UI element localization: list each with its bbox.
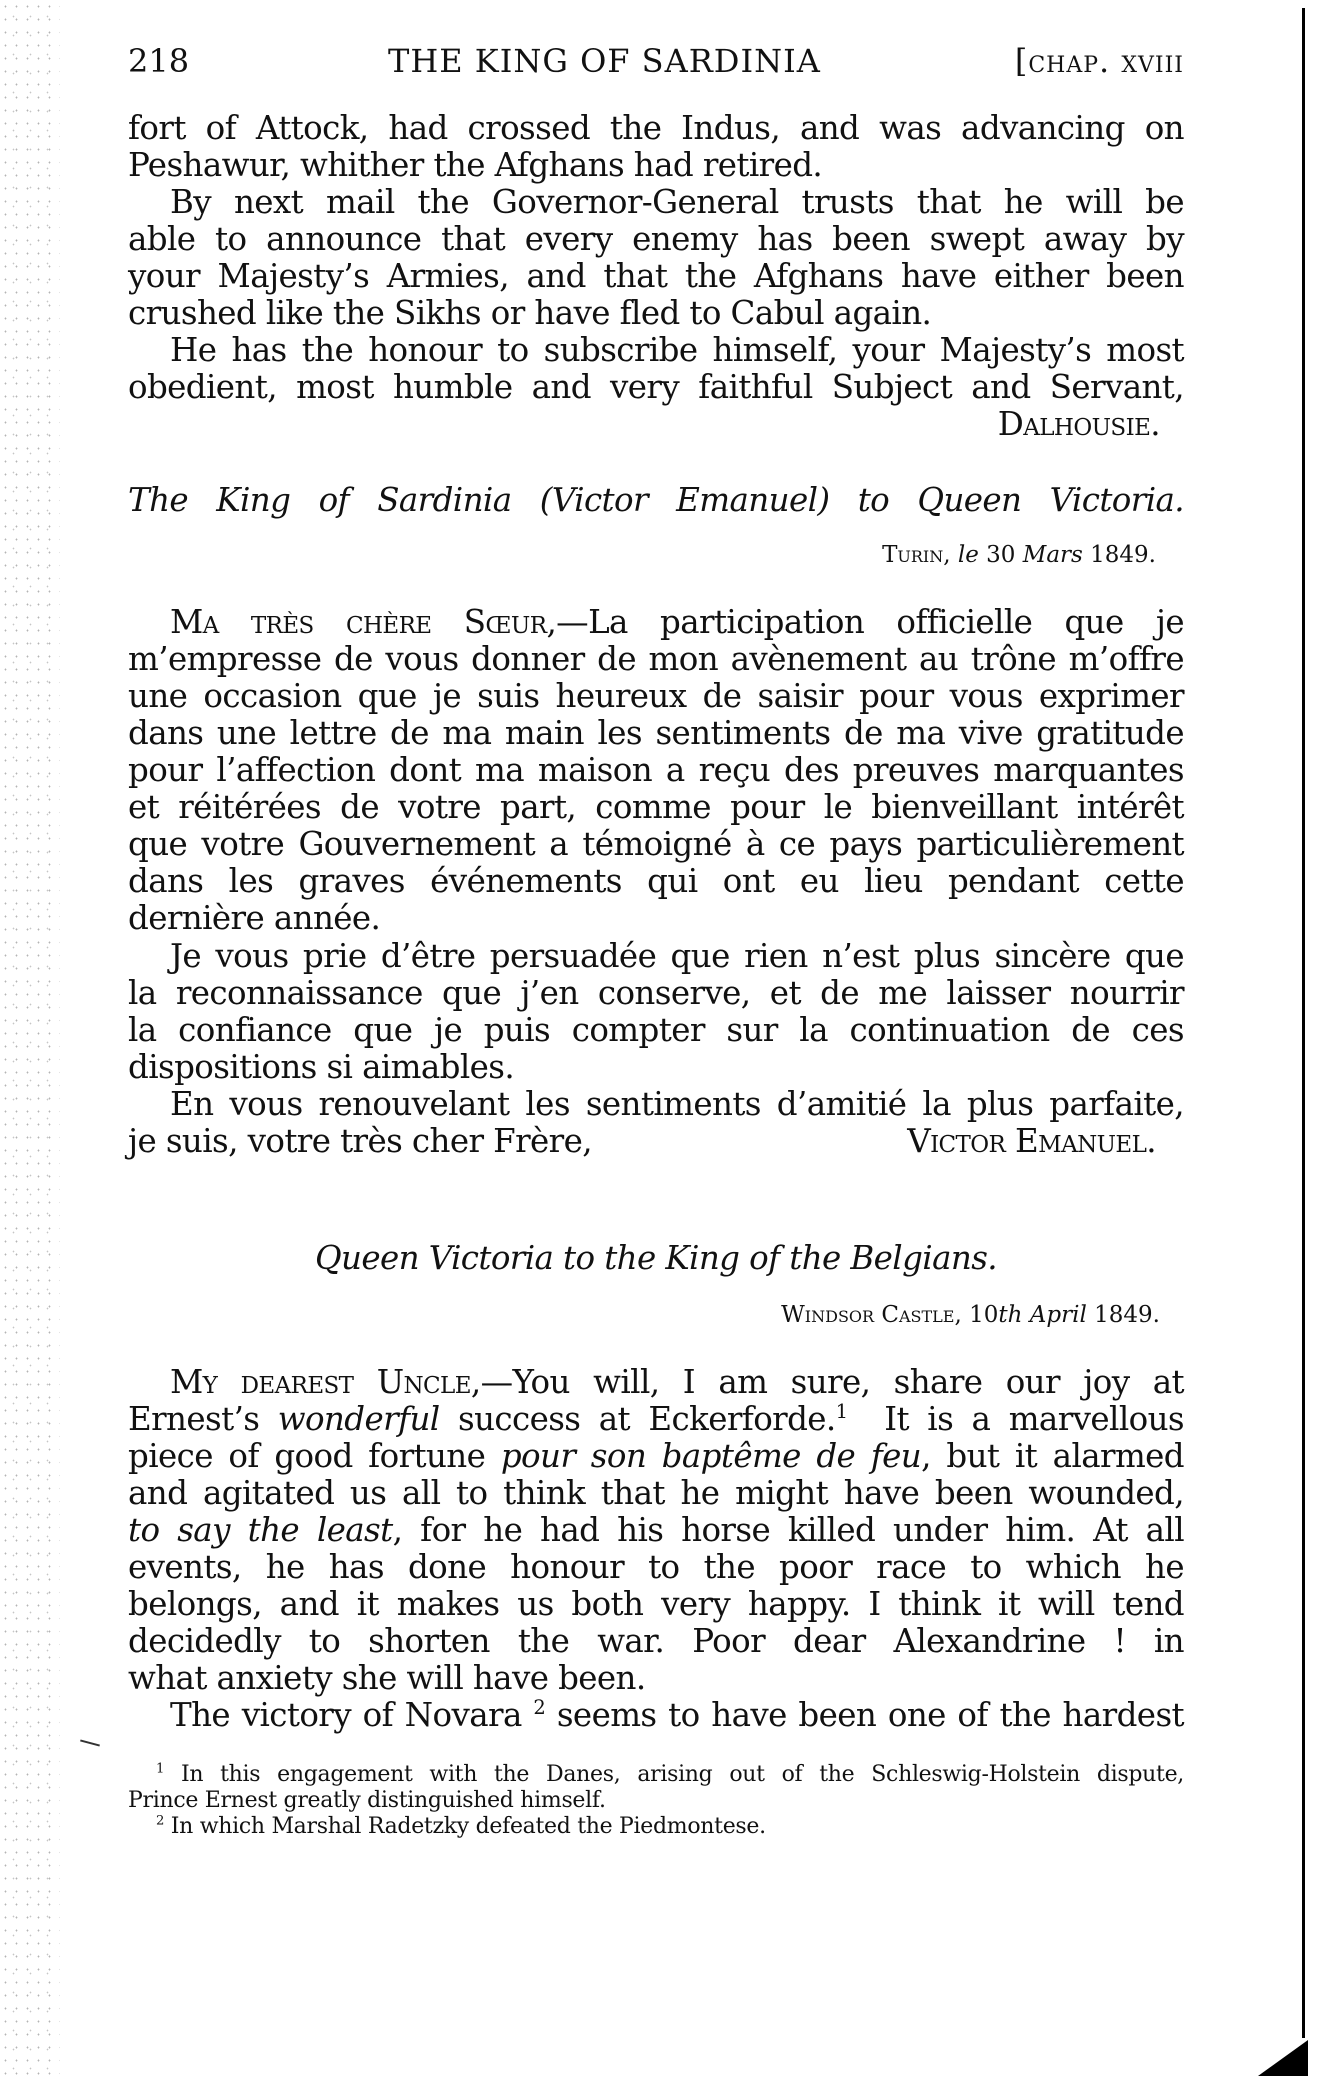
- letter-dateline-2: [128, 1300, 1184, 1330]
- paragraph-honour: [128, 332, 1184, 443]
- footnote-text: In which Marshal Radetzky defeated the Piedmontese.: [164, 1814, 766, 1839]
- text-line: obedient, most humble and very faithful Subject and Servant,: [128, 368, 1184, 406]
- footnote-text: In this engagement with the Danes, arising out of the Schleswig-Holstein dispute,: [164, 1762, 1184, 1787]
- text-run: , for he had his horse killed under him. At all: [392, 1511, 1185, 1549]
- text-line: la reconnaissance que j’en conserve, et de me laisser nourrir: [128, 974, 1184, 1012]
- letter-heading-1: [128, 482, 1184, 519]
- text-run: piece of good fortune: [128, 1437, 501, 1475]
- text-run: It is a marvellous: [847, 1400, 1184, 1438]
- paragraph-next-mail: [128, 184, 1184, 332]
- page-edge-corner: [1258, 2040, 1308, 2076]
- closing: je suis, votre très cher Frère,: [128, 1122, 592, 1160]
- text-line: [128, 1438, 1184, 1475]
- text-run: The victory of Novara: [170, 1696, 534, 1734]
- paragraph-continuation: [128, 110, 1184, 184]
- text-line: what anxiety she will have been.: [128, 1659, 646, 1697]
- letter-heading-2: [128, 1240, 1184, 1277]
- text-line: En vous renouvelant les sentiments d’amitié la plus parfaite,: [170, 1085, 1184, 1123]
- footnote-ref-1[interactable]: 1: [835, 1400, 848, 1424]
- text-line: la confiance que je puis compter sur la continuation de ces: [128, 1011, 1184, 1049]
- text-line: [128, 604, 1184, 641]
- signature-dalhousie: Dalhousie.: [997, 405, 1160, 443]
- text-line: and agitated us all to think that he might have been wounded,: [128, 1474, 1184, 1512]
- text-line: [128, 1364, 1184, 1401]
- date-suffix: th: [998, 1302, 1023, 1328]
- dateline: [128, 1300, 1184, 1330]
- text-line: [128, 1512, 1184, 1549]
- text-line: [128, 1697, 1184, 1734]
- page-number: 218: [128, 42, 190, 80]
- date-month: Mars: [1022, 542, 1083, 568]
- chapter-label: [chap. xviii: [1014, 42, 1184, 80]
- page-edge-line: [1302, 8, 1305, 2038]
- salutation: Ma très chère Sœur,: [170, 603, 557, 641]
- letter-body-2-para-1: [128, 1364, 1184, 1734]
- text-run: Ernest’s: [128, 1400, 278, 1438]
- letter-body-1-para-1: [128, 604, 1184, 937]
- running-title: THE KING OF SARDINIA: [388, 42, 821, 80]
- footnote-marker: 2: [156, 1813, 165, 1829]
- text-line: dans une lettre de ma main les sentiments de ma vive gratitude: [128, 714, 1184, 752]
- place: Windsor Castle,: [781, 1302, 962, 1328]
- text-line: [128, 1401, 1184, 1438]
- text-line: decidedly to shorten the war. Poor dear Alexandrine ! in: [128, 1622, 1184, 1660]
- place: Turin,: [882, 542, 951, 568]
- text-line: events, he has done honour to the poor race to which he: [128, 1548, 1184, 1586]
- text-run: , but it alarmed: [921, 1437, 1185, 1475]
- scan-noise-margin: [0, 0, 60, 2076]
- text-line: belongs, and it makes us both very happy. I think it will tend: [128, 1585, 1184, 1623]
- footnote-2: [128, 1814, 1184, 1840]
- footnote-marker: 1: [156, 1761, 165, 1777]
- text-line: et réitérées de votre part, comme pour le bienveillant intérêt: [128, 788, 1184, 826]
- date-year: 1849.: [1090, 542, 1156, 568]
- text-line: m’empresse de vous donner de mon avènement au trône m’offre: [128, 640, 1184, 678]
- emphasis: to say the least: [128, 1511, 393, 1549]
- text-run: success at Eckerforde.: [439, 1400, 836, 1438]
- text-line: pour l’affection dont ma maison a reçu des preuves marquantes: [128, 751, 1184, 789]
- text-line: Peshawur, whither the Afghans had retired.: [128, 146, 823, 184]
- letter-body-1-para-3: [128, 1086, 1184, 1160]
- signature-victor-emanuel: Victor Emanuel.: [907, 1122, 1156, 1160]
- text-line: dans les graves événements qui ont eu lieu pendant cette: [128, 862, 1184, 900]
- date-le: le: [957, 542, 979, 568]
- text-line: [128, 1123, 1184, 1160]
- emphasis: wonderful: [277, 1400, 440, 1438]
- footnote-1-cont: Prince Ernest greatly distinguished himself.: [128, 1788, 606, 1813]
- text-line: dernière année.: [128, 899, 381, 937]
- dateline: [128, 540, 1184, 570]
- salutation: My dearest Uncle,: [170, 1363, 481, 1401]
- footnote-ref-2[interactable]: 2: [533, 1696, 546, 1720]
- text-line: able to announce that every enemy has been swept away by: [128, 220, 1184, 258]
- text-line: By next mail the Governor-General trusts that he will be: [170, 183, 1184, 221]
- text-line: une occasion que je suis heureux de saisir pour vous exprimer: [128, 677, 1184, 715]
- text-line: crushed like the Sikhs or have fled to Cabul again.: [128, 294, 932, 332]
- letter-dateline-1: [128, 540, 1184, 570]
- letter-heading: Queen Victoria to the King of the Belgians.: [314, 1239, 998, 1277]
- letter-body-1-para-2: [128, 938, 1184, 1086]
- text-line: He has the honour to subscribe himself, your Majesty’s most: [170, 331, 1184, 369]
- date-day: 30: [986, 542, 1016, 568]
- text-line: fort of Attock, had crossed the Indus, and was advancing on: [128, 109, 1184, 147]
- text-line: dispositions si aimables.: [128, 1048, 515, 1086]
- letter-heading: The King of Sardinia (Victor Emanuel) to Queen Victoria.: [128, 481, 1184, 519]
- date-year: 1849.: [1094, 1302, 1160, 1328]
- text-run: seems to have been one of the hardest: [545, 1696, 1184, 1734]
- date-day: 10: [969, 1302, 999, 1328]
- text-run: —La participation officielle que je: [556, 603, 1184, 641]
- emphasis: pour son baptême de feu: [500, 1437, 922, 1475]
- footnote-1: [128, 1762, 1184, 1788]
- date-month: April: [1029, 1302, 1087, 1328]
- text-run: —You will, I am sure, share our joy at: [480, 1363, 1184, 1401]
- text-line: Je vous prie d’être persuadée que rien n’est plus sincère que: [170, 937, 1184, 975]
- text-line: your Majesty’s Armies, and that the Afghans have either been: [128, 257, 1184, 295]
- running-header: [128, 42, 1184, 82]
- footnotes: [128, 1762, 1184, 1840]
- text-line: que votre Gouvernement a témoigné à ce pays particulièrement: [128, 825, 1184, 863]
- scan-mark: [80, 1739, 100, 1746]
